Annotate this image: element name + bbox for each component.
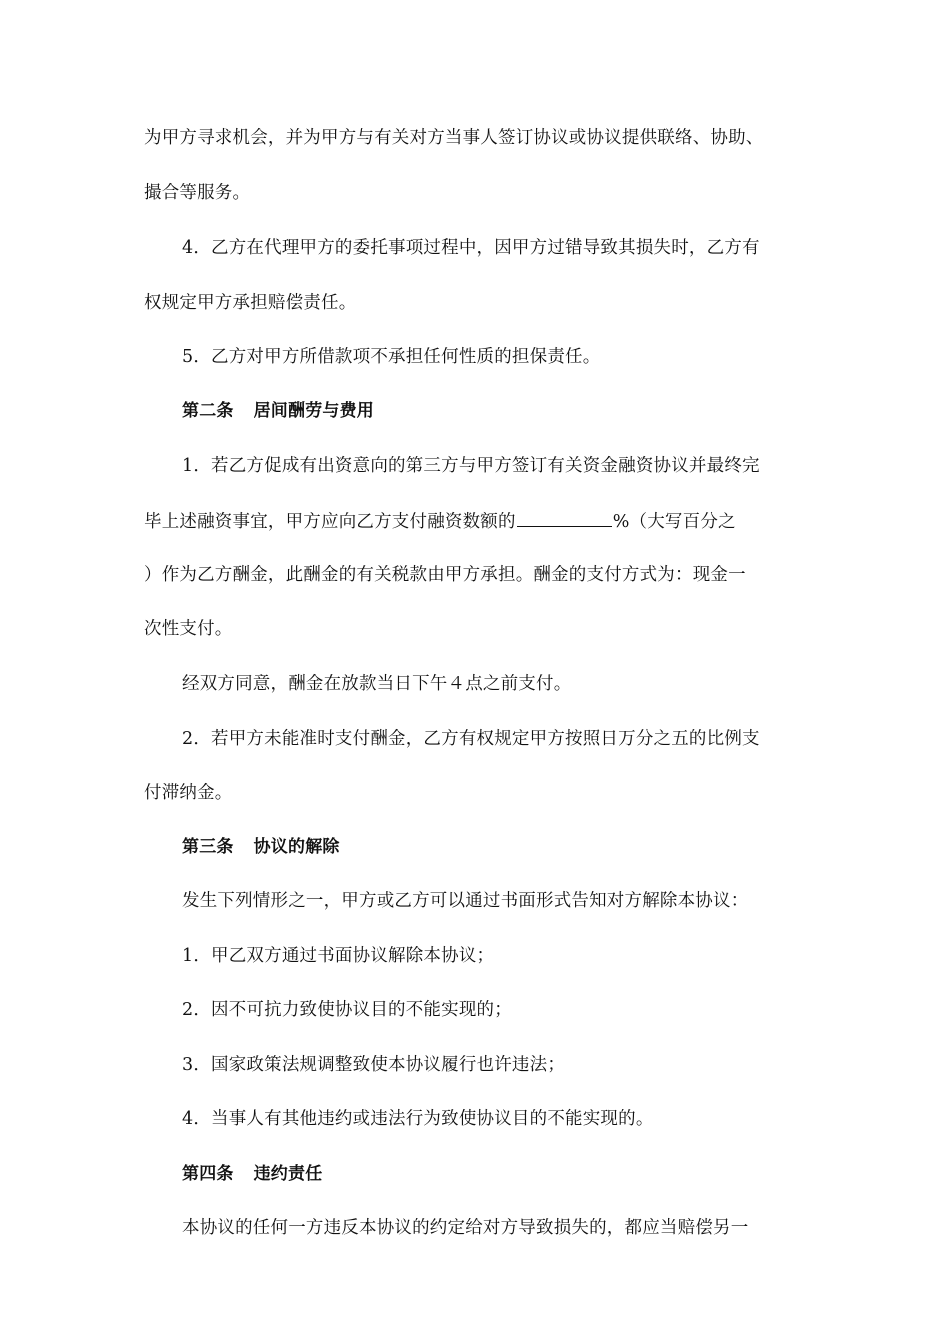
paragraph-line: 权规定甲方承担赔偿责任。: [144, 293, 357, 313]
article-number: 第二条: [182, 401, 234, 421]
article-3-heading: [182, 835, 340, 859]
paragraph-line: 撮合等服务。: [144, 183, 251, 203]
article-4-heading: [182, 1162, 322, 1186]
list-item: 1．甲乙双方通过书面协议解除本协议；: [182, 946, 495, 966]
paragraph-line: 本协议的任何一方违反本协议的约定给对方导致损失的，都应当赔偿另一: [182, 1218, 749, 1238]
paragraph-line: 为甲方寻求机会，并为甲方与有关对方当事人签订协议或协议提供联络、协助、: [144, 128, 764, 148]
article-title: 违约责任: [253, 1164, 323, 1184]
list-item: 2．因不可抗力致使协议目的不能实现的；: [182, 1000, 512, 1020]
fee-line: [144, 508, 736, 534]
article-title: 居间酬劳与费用: [253, 401, 375, 421]
article-title: 协议的解除: [253, 837, 340, 857]
list-item: 3．国家政策法规调整致使本协议履行也许违法；: [182, 1055, 566, 1075]
paragraph-line: ）作为乙方酬金，此酬金的有关税款由甲方承担。酬金的支付方式为：现金一: [144, 565, 746, 585]
paragraph-line: 5．乙方对甲方所借款项不承担任何性质的担保责任。: [182, 347, 601, 367]
paragraph-line: 次性支付。: [144, 619, 233, 639]
list-item: 4．当事人有其他违约或违法行为致使协议目的不能实现的。: [182, 1109, 654, 1129]
paragraph-line: 经双方同意，酬金在放款当日下午４点之前支付。: [182, 674, 572, 694]
article-2-heading: [182, 399, 374, 423]
paragraph-line: 发生下列情形之一，甲方或乙方可以通过书面形式告知对方解除本协议：: [182, 891, 749, 911]
paragraph-line: 2．若甲方未能准时支付酬金，乙方有权规定甲方按照日万分之五的比例支: [182, 729, 760, 749]
article-number: 第四条: [182, 1164, 234, 1184]
fee-text-after: %（大写百分之: [612, 512, 736, 532]
paragraph-line: 4．乙方在代理甲方的委托事项过程中，因甲方过错导致其损失时，乙方有: [182, 238, 760, 258]
article-number: 第三条: [182, 837, 234, 857]
paragraph-line: 1．若乙方促成有出资意向的第三方与甲方签订有关资金融资协议并最终完: [182, 456, 760, 476]
fee-text-before: 毕上述融资事宜，甲方应向乙方支付融资数额的: [144, 512, 516, 532]
paragraph-line: 付滞纳金。: [144, 783, 233, 803]
fill-in-blank: [517, 508, 612, 527]
